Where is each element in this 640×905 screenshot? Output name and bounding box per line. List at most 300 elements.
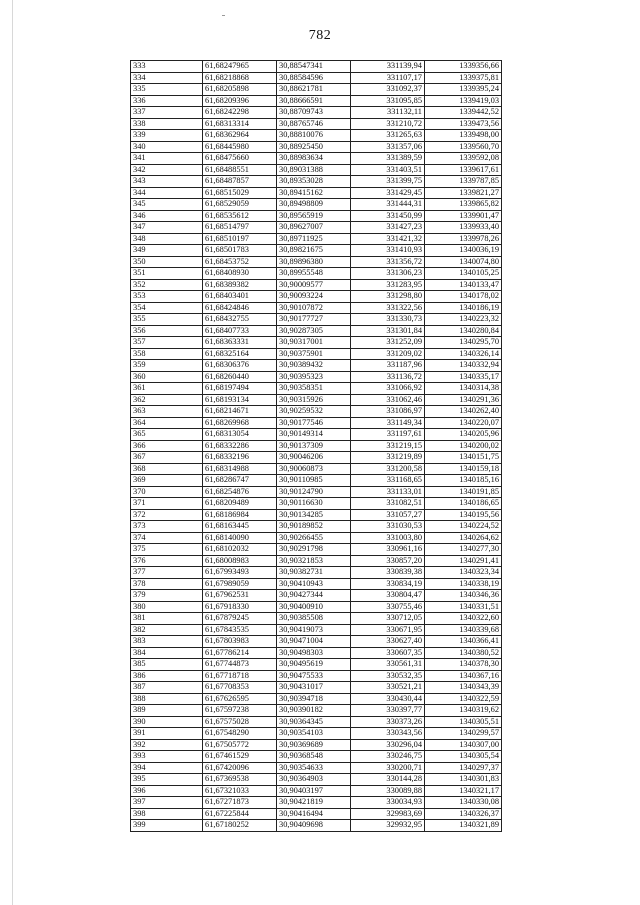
point-index-cell: 391 (131, 728, 203, 740)
point-index-cell: 351 (131, 268, 203, 280)
longitude-cell: 30,90364903 (277, 774, 351, 786)
latitude-cell: 61,67879245 (203, 613, 277, 625)
longitude-cell: 30,88621781 (277, 84, 351, 96)
latitude-cell: 61,68286747 (203, 475, 277, 487)
table-row (131, 325, 502, 337)
table-row (131, 360, 502, 372)
table-row (131, 567, 502, 579)
longitude-cell: 30,90368548 (277, 751, 351, 763)
x-coordinate-cell: 330521,21 (351, 682, 425, 694)
longitude-cell: 30,90375901 (277, 348, 351, 360)
latitude-cell: 61,68535612 (203, 210, 277, 222)
x-coordinate-cell: 330430,44 (351, 693, 425, 705)
y-coordinate-cell: 1340277,30 (425, 544, 502, 556)
x-coordinate-cell: 331306,23 (351, 268, 425, 280)
point-index-cell: 366 (131, 440, 203, 452)
longitude-cell: 30,88709743 (277, 107, 351, 119)
y-coordinate-cell: 1339375,81 (425, 72, 502, 84)
point-index-cell: 395 (131, 774, 203, 786)
y-coordinate-cell: 1340305,51 (425, 716, 502, 728)
table-row (131, 475, 502, 487)
longitude-cell: 30,89031388 (277, 164, 351, 176)
x-coordinate-cell: 331357,06 (351, 141, 425, 153)
point-index-cell: 386 (131, 670, 203, 682)
point-index-cell: 398 (131, 808, 203, 820)
point-index-cell: 354 (131, 302, 203, 314)
latitude-cell: 61,68408930 (203, 268, 277, 280)
point-index-cell: 338 (131, 118, 203, 130)
point-index-cell: 346 (131, 210, 203, 222)
y-coordinate-cell: 1339821,27 (425, 187, 502, 199)
longitude-cell: 30,90409698 (277, 820, 351, 832)
longitude-cell: 30,90421819 (277, 797, 351, 809)
y-coordinate-cell: 1340280,84 (425, 325, 502, 337)
point-index-cell: 383 (131, 636, 203, 648)
longitude-cell: 30,89955548 (277, 268, 351, 280)
x-coordinate-cell: 331252,09 (351, 337, 425, 349)
table-row (131, 820, 502, 832)
x-coordinate-cell: 331082,51 (351, 498, 425, 510)
x-coordinate-cell: 330755,46 (351, 601, 425, 613)
y-coordinate-cell: 1339419,03 (425, 95, 502, 107)
x-coordinate-cell: 330089,88 (351, 785, 425, 797)
longitude-cell: 30,90403197 (277, 785, 351, 797)
longitude-cell: 30,90134285 (277, 509, 351, 521)
x-coordinate-cell: 330561,31 (351, 659, 425, 671)
point-index-cell: 384 (131, 647, 203, 659)
longitude-cell: 30,90394718 (277, 693, 351, 705)
longitude-cell: 30,90419073 (277, 624, 351, 636)
table-row (131, 210, 502, 222)
latitude-cell: 61,68102032 (203, 544, 277, 556)
point-index-cell: 376 (131, 555, 203, 567)
y-coordinate-cell: 1340301,83 (425, 774, 502, 786)
longitude-cell: 30,90385508 (277, 613, 351, 625)
point-index-cell: 342 (131, 164, 203, 176)
table-row (131, 486, 502, 498)
latitude-cell: 61,67803983 (203, 636, 277, 648)
latitude-cell: 61,67718718 (203, 670, 277, 682)
longitude-cell: 30,90410943 (277, 578, 351, 590)
table-row (131, 118, 502, 130)
y-coordinate-cell: 1340326,37 (425, 808, 502, 820)
x-coordinate-cell: 331301,84 (351, 325, 425, 337)
y-coordinate-cell: 1340036,19 (425, 245, 502, 257)
y-coordinate-cell: 1340262,40 (425, 406, 502, 418)
x-coordinate-cell: 330373,26 (351, 716, 425, 728)
table-row (131, 314, 502, 326)
latitude-cell: 61,67420096 (203, 762, 277, 774)
y-coordinate-cell: 1340319,62 (425, 705, 502, 717)
x-coordinate-cell: 331330,73 (351, 314, 425, 326)
longitude-cell: 30,89627007 (277, 222, 351, 234)
y-coordinate-cell: 1340305,54 (425, 751, 502, 763)
point-index-cell: 385 (131, 659, 203, 671)
latitude-cell: 61,68242298 (203, 107, 277, 119)
point-index-cell: 371 (131, 498, 203, 510)
longitude-cell: 30,90315926 (277, 394, 351, 406)
latitude-cell: 61,67321033 (203, 785, 277, 797)
x-coordinate-cell: 330144,28 (351, 774, 425, 786)
x-coordinate-cell: 331066,92 (351, 383, 425, 395)
table-row (131, 256, 502, 268)
x-coordinate-cell: 331132,11 (351, 107, 425, 119)
longitude-cell: 30,90110985 (277, 475, 351, 487)
x-coordinate-cell: 330857,20 (351, 555, 425, 567)
point-index-cell: 339 (131, 130, 203, 142)
x-coordinate-cell: 331200,58 (351, 463, 425, 475)
latitude-cell: 61,68487857 (203, 176, 277, 188)
longitude-cell: 30,90046206 (277, 452, 351, 464)
x-coordinate-cell: 331444,31 (351, 199, 425, 211)
latitude-cell: 61,68510197 (203, 233, 277, 245)
latitude-cell: 61,67180252 (203, 820, 277, 832)
x-coordinate-cell: 331136,72 (351, 371, 425, 383)
longitude-cell: 30,90093224 (277, 291, 351, 303)
y-coordinate-cell: 1339356,66 (425, 61, 502, 73)
point-index-cell: 357 (131, 337, 203, 349)
point-index-cell: 364 (131, 417, 203, 429)
latitude-cell: 61,68501783 (203, 245, 277, 257)
latitude-cell: 61,68140090 (203, 532, 277, 544)
point-index-cell: 334 (131, 72, 203, 84)
x-coordinate-cell: 331168,65 (351, 475, 425, 487)
table-row (131, 601, 502, 613)
longitude-cell: 30,90400910 (277, 601, 351, 613)
longitude-cell: 30,90427344 (277, 590, 351, 602)
longitude-cell: 30,90369689 (277, 739, 351, 751)
point-index-cell: 336 (131, 95, 203, 107)
longitude-cell: 30,90321853 (277, 555, 351, 567)
point-index-cell: 374 (131, 532, 203, 544)
table-row (131, 797, 502, 809)
y-coordinate-cell: 1339617,61 (425, 164, 502, 176)
x-coordinate-cell: 330671,95 (351, 624, 425, 636)
point-index-cell: 381 (131, 613, 203, 625)
x-coordinate-cell: 331356,72 (351, 256, 425, 268)
x-coordinate-cell: 331389,59 (351, 153, 425, 165)
longitude-cell: 30,89565919 (277, 210, 351, 222)
y-coordinate-cell: 1340378,30 (425, 659, 502, 671)
y-coordinate-cell: 1339395,24 (425, 84, 502, 96)
x-coordinate-cell: 331210,72 (351, 118, 425, 130)
table-row (131, 394, 502, 406)
x-coordinate-cell: 330397,77 (351, 705, 425, 717)
table-row (131, 693, 502, 705)
longitude-cell: 30,89415162 (277, 187, 351, 199)
y-coordinate-cell: 1339560,70 (425, 141, 502, 153)
longitude-cell: 30,90358351 (277, 383, 351, 395)
longitude-cell: 30,90287305 (277, 325, 351, 337)
point-index-cell: 387 (131, 682, 203, 694)
point-index-cell: 367 (131, 452, 203, 464)
longitude-cell: 30,90395323 (277, 371, 351, 383)
x-coordinate-cell: 331107,17 (351, 72, 425, 84)
latitude-cell: 61,68269968 (203, 417, 277, 429)
x-coordinate-cell: 331139,94 (351, 61, 425, 73)
table-row (131, 153, 502, 165)
point-index-cell: 359 (131, 360, 203, 372)
y-coordinate-cell: 1340380,52 (425, 647, 502, 659)
table-row (131, 751, 502, 763)
table-row (131, 291, 502, 303)
latitude-cell: 61,68332286 (203, 440, 277, 452)
table-row (131, 647, 502, 659)
latitude-cell: 61,67548290 (203, 728, 277, 740)
latitude-cell: 61,68325164 (203, 348, 277, 360)
x-coordinate-cell: 330607,35 (351, 647, 425, 659)
table-row (131, 555, 502, 567)
longitude-cell: 30,90124790 (277, 486, 351, 498)
latitude-cell: 61,68403401 (203, 291, 277, 303)
latitude-cell: 61,67989059 (203, 578, 277, 590)
x-coordinate-cell: 331265,63 (351, 130, 425, 142)
longitude-cell: 30,90475533 (277, 670, 351, 682)
longitude-cell: 30,90495619 (277, 659, 351, 671)
page-number: 782 (308, 28, 332, 43)
x-coordinate-cell: 330343,56 (351, 728, 425, 740)
point-index-cell: 358 (131, 348, 203, 360)
point-index-cell: 333 (131, 61, 203, 73)
point-index-cell: 390 (131, 716, 203, 728)
longitude-cell: 30,88925450 (277, 141, 351, 153)
longitude-cell: 30,88547341 (277, 61, 351, 73)
y-coordinate-cell: 1340224,52 (425, 521, 502, 533)
x-coordinate-cell: 329932,95 (351, 820, 425, 832)
longitude-cell: 30,89821675 (277, 245, 351, 257)
latitude-cell: 61,67597238 (203, 705, 277, 717)
y-coordinate-cell: 1340291,41 (425, 555, 502, 567)
longitude-cell: 30,89711925 (277, 233, 351, 245)
latitude-cell: 61,67993493 (203, 567, 277, 579)
point-index-cell: 377 (131, 567, 203, 579)
point-index-cell: 335 (131, 84, 203, 96)
table-row (131, 417, 502, 429)
table-row (131, 739, 502, 751)
y-coordinate-cell: 1340264,62 (425, 532, 502, 544)
point-index-cell: 373 (131, 521, 203, 533)
point-index-cell: 365 (131, 429, 203, 441)
table-row (131, 84, 502, 96)
point-index-cell: 361 (131, 383, 203, 395)
longitude-cell: 30,90177546 (277, 417, 351, 429)
point-index-cell: 392 (131, 739, 203, 751)
table-row (131, 383, 502, 395)
table-row (131, 705, 502, 717)
longitude-cell: 30,88810076 (277, 130, 351, 142)
point-index-cell: 397 (131, 797, 203, 809)
latitude-cell: 61,68389382 (203, 279, 277, 291)
coordinates-table (130, 60, 502, 832)
scan-artifact (222, 15, 225, 16)
latitude-cell: 61,68218868 (203, 72, 277, 84)
x-coordinate-cell: 331298,80 (351, 291, 425, 303)
table-row (131, 659, 502, 671)
latitude-cell: 61,68260440 (203, 371, 277, 383)
longitude-cell: 30,90259532 (277, 406, 351, 418)
x-coordinate-cell: 331403,51 (351, 164, 425, 176)
y-coordinate-cell: 1339933,40 (425, 222, 502, 234)
y-coordinate-cell: 1340343,39 (425, 682, 502, 694)
table-row (131, 613, 502, 625)
x-coordinate-cell: 331283,95 (351, 279, 425, 291)
longitude-cell: 30,90317001 (277, 337, 351, 349)
y-coordinate-cell: 1340223,32 (425, 314, 502, 326)
latitude-cell: 61,67918330 (203, 601, 277, 613)
latitude-cell: 61,68445980 (203, 141, 277, 153)
latitude-cell: 61,67843535 (203, 624, 277, 636)
longitude-cell: 30,90382731 (277, 567, 351, 579)
latitude-cell: 61,68432755 (203, 314, 277, 326)
y-coordinate-cell: 1340346,36 (425, 590, 502, 602)
table-row (131, 371, 502, 383)
y-coordinate-cell: 1340200,02 (425, 440, 502, 452)
table-row (131, 233, 502, 245)
table-row (131, 578, 502, 590)
point-index-cell: 356 (131, 325, 203, 337)
point-index-cell: 348 (131, 233, 203, 245)
table-row (131, 762, 502, 774)
table-row (131, 199, 502, 211)
latitude-cell: 61,68488551 (203, 164, 277, 176)
y-coordinate-cell: 1340133,47 (425, 279, 502, 291)
table-row (131, 785, 502, 797)
latitude-cell: 61,67708353 (203, 682, 277, 694)
longitude-cell: 30,90354633 (277, 762, 351, 774)
latitude-cell: 61,68424846 (203, 302, 277, 314)
table-row (131, 636, 502, 648)
y-coordinate-cell: 1339978,26 (425, 233, 502, 245)
x-coordinate-cell: 331209,02 (351, 348, 425, 360)
longitude-cell: 30,88584596 (277, 72, 351, 84)
table-row (131, 302, 502, 314)
coordinates-table-body (131, 61, 502, 832)
table-row (131, 187, 502, 199)
longitude-cell: 30,88666591 (277, 95, 351, 107)
table-row (131, 682, 502, 694)
table-row (131, 670, 502, 682)
table-row (131, 107, 502, 119)
y-coordinate-cell: 1339498,00 (425, 130, 502, 142)
table-row (131, 337, 502, 349)
x-coordinate-cell: 331219,89 (351, 452, 425, 464)
point-index-cell: 378 (131, 578, 203, 590)
longitude-cell: 30,90498303 (277, 647, 351, 659)
x-coordinate-cell: 331322,56 (351, 302, 425, 314)
point-index-cell: 355 (131, 314, 203, 326)
longitude-cell: 30,90116630 (277, 498, 351, 510)
longitude-cell: 30,90189852 (277, 521, 351, 533)
y-coordinate-cell: 1339865,82 (425, 199, 502, 211)
y-coordinate-cell: 1340330,08 (425, 797, 502, 809)
y-coordinate-cell: 1339473,56 (425, 118, 502, 130)
point-index-cell: 345 (131, 199, 203, 211)
point-index-cell: 347 (131, 222, 203, 234)
x-coordinate-cell: 331197,61 (351, 429, 425, 441)
latitude-cell: 61,68362964 (203, 130, 277, 142)
longitude-cell: 30,90364345 (277, 716, 351, 728)
latitude-cell: 61,67626595 (203, 693, 277, 705)
x-coordinate-cell: 331057,27 (351, 509, 425, 521)
table-row (131, 521, 502, 533)
point-index-cell: 369 (131, 475, 203, 487)
latitude-cell: 61,68453752 (203, 256, 277, 268)
x-coordinate-cell: 331149,34 (351, 417, 425, 429)
latitude-cell: 61,68515029 (203, 187, 277, 199)
latitude-cell: 61,68186984 (203, 509, 277, 521)
y-coordinate-cell: 1340151,75 (425, 452, 502, 464)
table-row (131, 176, 502, 188)
table-row (131, 95, 502, 107)
latitude-cell: 61,68529059 (203, 199, 277, 211)
table-row (131, 463, 502, 475)
y-coordinate-cell: 1340074,80 (425, 256, 502, 268)
latitude-cell: 61,68214671 (203, 406, 277, 418)
y-coordinate-cell: 1340178,02 (425, 291, 502, 303)
point-index-cell: 352 (131, 279, 203, 291)
x-coordinate-cell: 331410,93 (351, 245, 425, 257)
longitude-cell: 30,90137309 (277, 440, 351, 452)
x-coordinate-cell: 331427,23 (351, 222, 425, 234)
point-index-cell: 353 (131, 291, 203, 303)
latitude-cell: 61,68163445 (203, 521, 277, 533)
y-coordinate-cell: 1339592,08 (425, 153, 502, 165)
y-coordinate-cell: 1339901,47 (425, 210, 502, 222)
x-coordinate-cell: 331429,45 (351, 187, 425, 199)
y-coordinate-cell: 1340307,00 (425, 739, 502, 751)
y-coordinate-cell: 1340299,57 (425, 728, 502, 740)
table-row (131, 348, 502, 360)
y-coordinate-cell: 1340291,36 (425, 394, 502, 406)
table-row (131, 222, 502, 234)
x-coordinate-cell: 331450,99 (351, 210, 425, 222)
longitude-cell: 30,89498809 (277, 199, 351, 211)
longitude-cell: 30,90291798 (277, 544, 351, 556)
x-coordinate-cell: 331399,75 (351, 176, 425, 188)
scan-edge-line (12, 0, 13, 905)
table-row (131, 279, 502, 291)
y-coordinate-cell: 1340339,68 (425, 624, 502, 636)
x-coordinate-cell: 331219,15 (351, 440, 425, 452)
table-row (131, 141, 502, 153)
y-coordinate-cell: 1340321,89 (425, 820, 502, 832)
point-index-cell: 399 (131, 820, 203, 832)
point-index-cell: 393 (131, 751, 203, 763)
point-index-cell: 389 (131, 705, 203, 717)
latitude-cell: 61,67369538 (203, 774, 277, 786)
point-index-cell: 375 (131, 544, 203, 556)
table-row (131, 130, 502, 142)
y-coordinate-cell: 1340332,94 (425, 360, 502, 372)
y-coordinate-cell: 1340322,59 (425, 693, 502, 705)
table-row (131, 61, 502, 73)
y-coordinate-cell: 1340159,18 (425, 463, 502, 475)
x-coordinate-cell: 330246,75 (351, 751, 425, 763)
x-coordinate-cell: 330034,93 (351, 797, 425, 809)
y-coordinate-cell: 1340322,60 (425, 613, 502, 625)
y-coordinate-cell: 1340367,16 (425, 670, 502, 682)
latitude-cell: 61,68306376 (203, 360, 277, 372)
point-index-cell: 382 (131, 624, 203, 636)
x-coordinate-cell: 330200,71 (351, 762, 425, 774)
x-coordinate-cell: 331133,01 (351, 486, 425, 498)
point-index-cell: 343 (131, 176, 203, 188)
table-row (131, 406, 502, 418)
y-coordinate-cell: 1340297,37 (425, 762, 502, 774)
latitude-cell: 61,68008983 (203, 555, 277, 567)
table-row (131, 72, 502, 84)
y-coordinate-cell: 1340326,14 (425, 348, 502, 360)
